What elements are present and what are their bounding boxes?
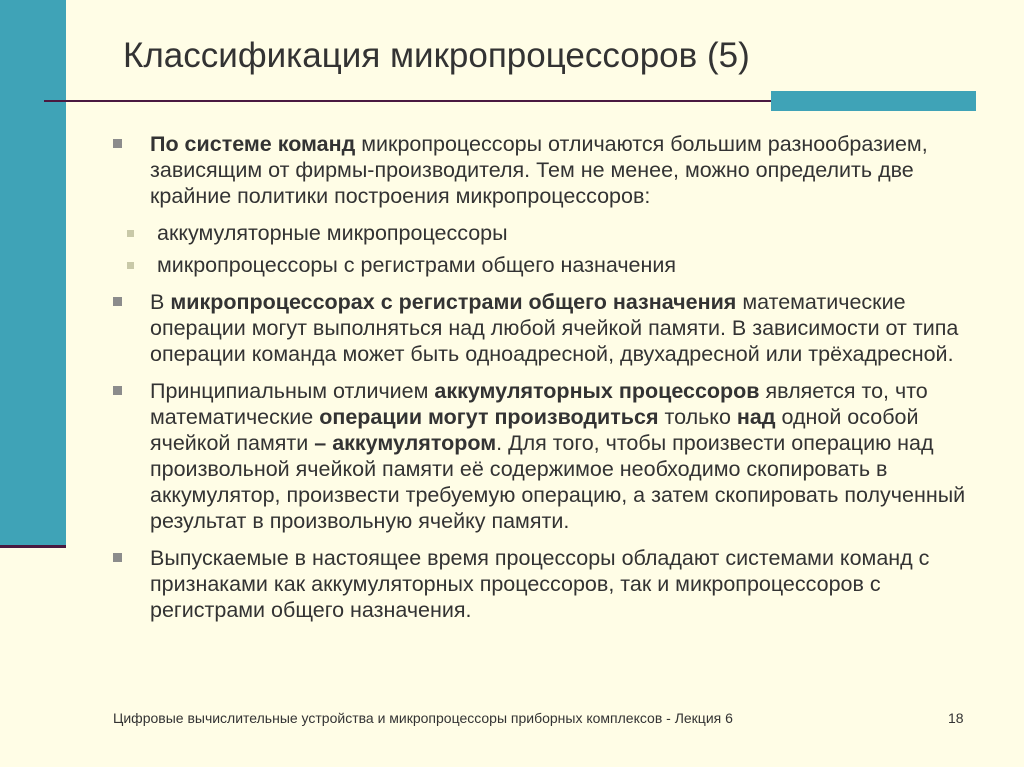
square-sub-bullet-icon (127, 230, 134, 237)
bullet-3: Принципиальным отличием аккумуляторных процессоров является то, что математические операции могут производиться только над одной особой ячейкой памяти – аккумулятором. Для того, чтобы произвести операцию над произвольной ячейкой памяти её содержимое необходимо скопировать в аккумулятор, произвести требуемую операцию, а затем скопировать полученный результат в произвольную ячейку памяти. (113, 378, 983, 534)
bullet-1: По системе команд микропроцессоры отличаются большим разнообразием, зависящим от фирмы-производителя. Тем не менее, можно определить две крайние политики построения микропроцессоров: (113, 131, 983, 209)
sub-item: аккумуляторные микропроцессоры (113, 220, 983, 246)
square-bullet-icon (113, 553, 122, 562)
square-bullet-icon (113, 386, 122, 395)
square-bullet-icon (113, 139, 122, 148)
bullet-2: В микропроцессорах с регистрами общего назначения математические операции могут выполняться над любой ячейкой памяти. В зависимости от типа операции команда может быть одноадресной, двухадресной или трёхадресной. (113, 289, 983, 367)
title-accent-block (771, 91, 976, 111)
slide-footer: Цифровые вычислительные устройства и микропроцессоры приборных комплексов - Лекция 6 (113, 710, 733, 726)
bullet-4: Выпускаемые в настоящее время процессоры обладают системами команд с признаками как аккумуляторных процессоров, так и микропроцессоров с регистрами общего назначения. (113, 545, 983, 623)
square-bullet-icon (113, 297, 122, 306)
left-accent-bar (0, 0, 66, 547)
left-accent-rule (0, 545, 66, 548)
slide-content (113, 131, 983, 634)
sub-list (113, 220, 983, 278)
sub-item: микропроцессоры с регистрами общего назначения (113, 252, 983, 278)
slide-title: Классификация микропроцессоров (5) (123, 36, 750, 75)
page-number: 18 (948, 710, 964, 726)
square-sub-bullet-icon (127, 262, 134, 269)
